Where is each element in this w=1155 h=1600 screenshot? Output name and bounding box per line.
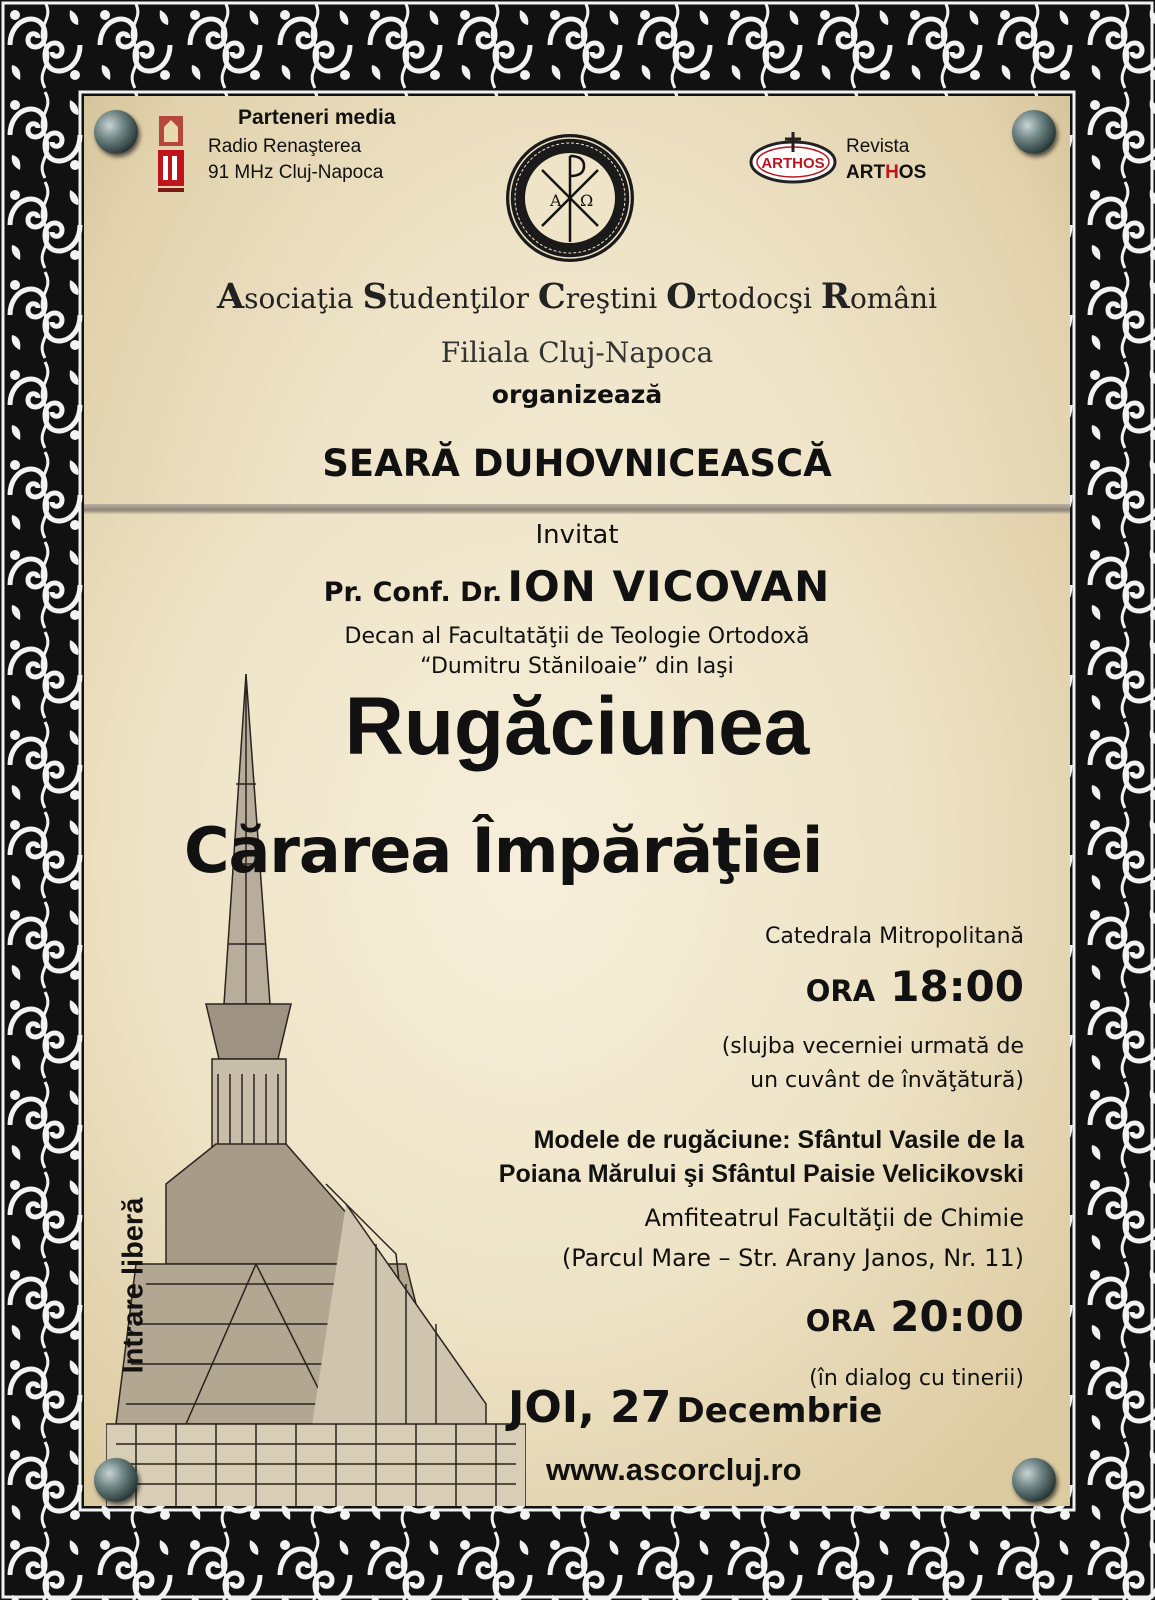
organizer-word-3: Creştini [537,276,667,317]
organizer-branch: Filiala Cluj-Napoca [440,336,714,369]
chi-rho-seal [502,130,638,266]
corner-stud-bottom-left [94,1458,138,1502]
session1-time-row [806,962,1024,1011]
arthos-logo-text: ARTHOS [761,155,825,172]
poster-lower-section [84,514,1070,1506]
session2-place-line-2: (Parcul Mare – Str. Arany Janos, Nr. 11) [561,1244,1024,1272]
seal-alpha: A [550,191,562,210]
media-partners-heading: Parteneri media [238,106,396,129]
radio-logo [156,116,186,194]
session2-note: (în dialog cu tinerii) [809,1366,1024,1391]
session2-time-row [806,1292,1024,1341]
session1-time: 18:00 [890,962,1024,1011]
arthos-logo [748,132,838,186]
magazine-name-red-h: H [885,162,899,183]
session2-place-line-1: Amfiteatrul Facultăţii de Chimie [644,1204,1024,1232]
guest-name: ION VICOVAN [507,562,831,611]
radio-frequency: 91 MHz Cluj-Napoca [208,162,384,183]
event-title-line-1: Rugăciunea [344,681,810,772]
session1-note-line-2: un cuvânt de învăţătură) [750,1068,1024,1093]
magazine-name-part-a: ART [846,162,886,183]
session2-time-label: ORA [805,1304,876,1338]
magazine-name-part-c: OS [898,162,927,183]
organizer-name [84,276,1070,317]
guest-label: Invitat [535,520,619,550]
organizer-word-5: Români [820,276,938,317]
session1-time-label: ORA [805,974,876,1008]
corner-stud-top-left [94,110,138,154]
magazine-label: Revista [846,136,910,157]
seal-omega: Ω [580,191,594,210]
event-type: SEARĂ DUHOVNICEASCĂ [322,442,832,485]
section-divider [84,504,1070,514]
event-date-day: JOI, 27 [508,1382,672,1433]
session2-topic-line-1: Modele de rugăciune: Sfântul Vasile de la [533,1126,1024,1154]
organizer-word-1: Asociaţia [216,276,363,317]
organizer-word-2: Studenţilor [362,276,538,317]
free-entry-label: Intrare liberă [117,1197,150,1374]
event-title-line-2: Cărarea Împărăţiei [184,814,823,887]
guest-role-line-1: Decan al Facultatăţii de Teologie Ortodoxă [344,624,810,649]
corner-stud-bottom-right [1012,1458,1056,1502]
website-link[interactable]: www.ascorcluj.ro [546,1452,802,1487]
event-date-month: Decembrie [676,1391,883,1431]
corner-stud-top-right [1012,110,1056,154]
wooden-church-drawing [106,664,526,1506]
organizer-verb: organizează [491,380,663,409]
guest-role-line-2: “Dumitru Stăniloaie” din Iaşi [420,654,734,679]
guest-title: Pr. Conf. Dr. [323,577,503,608]
session2-topic-line-2: Poiana Mărului şi Sfântul Paisie Velicikovski [498,1160,1024,1188]
session1-place: Catedrala Mitropolitană [764,924,1024,949]
session1-note-line-1: (slujba vecerniei urmată de [721,1034,1024,1059]
organizer-word-4: Ortodocşi [666,276,821,317]
radio-name: Radio Renaşterea [208,136,362,157]
event-date [508,1382,882,1433]
guest-heading [84,562,1070,611]
poster-paper [84,96,1070,1506]
magazine-name [846,162,926,184]
session2-time: 20:00 [890,1292,1024,1341]
